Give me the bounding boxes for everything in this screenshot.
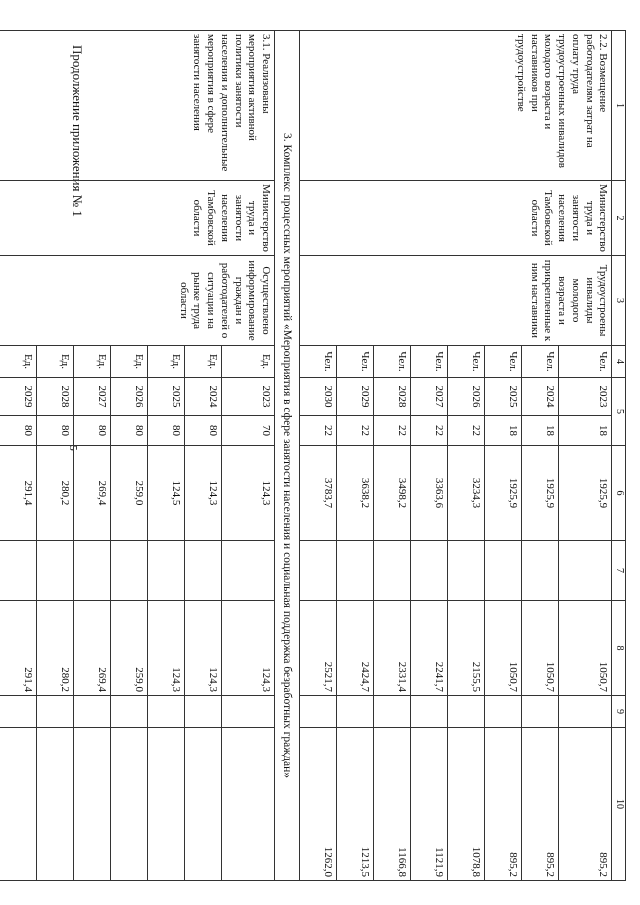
total-cell: 124,3 bbox=[222, 446, 275, 541]
quantity-cell: 18 bbox=[559, 416, 612, 446]
year-cell: 2026 bbox=[448, 378, 485, 416]
federal-cell: 2424,7 bbox=[337, 601, 374, 696]
col-header: 8 bbox=[612, 601, 626, 696]
federal-cell: 269,4 bbox=[74, 601, 111, 696]
quantity-cell: 80 bbox=[148, 416, 185, 446]
federal-cell: 124,3 bbox=[148, 601, 185, 696]
federal-cell: 124,3 bbox=[185, 601, 222, 696]
total-cell: 3234,3 bbox=[448, 446, 485, 541]
federal-cell: 291,4 bbox=[0, 601, 37, 696]
col9-cell bbox=[485, 696, 522, 728]
col-header: 10 bbox=[612, 728, 626, 881]
regional-cell: 1262,0 bbox=[300, 728, 337, 881]
year-cell: 2029 bbox=[0, 378, 37, 416]
col9-cell bbox=[111, 696, 148, 728]
unit-cell: Ед. bbox=[185, 346, 222, 378]
total-cell: 3783,7 bbox=[300, 446, 337, 541]
executor-cell: Министерство труда и занятости населения Тамбовской области bbox=[300, 181, 612, 256]
col9-cell bbox=[148, 696, 185, 728]
quantity-cell: 80 bbox=[111, 416, 148, 446]
year-cell: 2024 bbox=[522, 378, 559, 416]
regional-cell bbox=[74, 728, 111, 881]
col9-cell bbox=[300, 696, 337, 728]
regional-cell bbox=[0, 728, 37, 881]
total-cell: 291,4 bbox=[0, 446, 37, 541]
unit-cell: Чел. bbox=[448, 346, 485, 378]
year-cell: 2027 bbox=[74, 378, 111, 416]
regional-cell: 1166,8 bbox=[374, 728, 411, 881]
col9-cell bbox=[37, 696, 74, 728]
section-title: 3. Комплекс процессных мероприятий «Мероприятия в сфере занятости населения и социальная поддержка безработных граждан» bbox=[275, 31, 300, 881]
program-table bbox=[0, 30, 626, 881]
unit-cell: Ед. bbox=[0, 346, 37, 378]
total-cell: 3638,2 bbox=[337, 446, 374, 541]
col7-cell bbox=[111, 541, 148, 601]
total-cell: 1925,9 bbox=[559, 446, 612, 541]
col9-cell bbox=[185, 696, 222, 728]
unit-cell: Чел. bbox=[485, 346, 522, 378]
year-cell: 2025 bbox=[148, 378, 185, 416]
total-cell: 1925,9 bbox=[485, 446, 522, 541]
col7-cell bbox=[522, 541, 559, 601]
header-row bbox=[612, 31, 626, 881]
regional-cell bbox=[148, 728, 185, 881]
year-cell: 2023 bbox=[222, 378, 275, 416]
col-header: 9 bbox=[612, 696, 626, 728]
total-cell: 124,3 bbox=[185, 446, 222, 541]
regional-cell bbox=[37, 728, 74, 881]
col9-cell bbox=[0, 696, 37, 728]
quantity-cell: 22 bbox=[411, 416, 448, 446]
col7-cell bbox=[74, 541, 111, 601]
quantity-cell: 22 bbox=[337, 416, 374, 446]
year-cell: 2026 bbox=[111, 378, 148, 416]
unit-cell: Ед. bbox=[74, 346, 111, 378]
regional-cell: 895,2 bbox=[485, 728, 522, 881]
total-cell: 3363,6 bbox=[411, 446, 448, 541]
col7-cell bbox=[0, 541, 37, 601]
total-cell: 269,4 bbox=[74, 446, 111, 541]
col7-cell bbox=[148, 541, 185, 601]
col9-cell bbox=[411, 696, 448, 728]
unit-cell: Чел. bbox=[522, 346, 559, 378]
total-cell: 259,0 bbox=[111, 446, 148, 541]
quantity-cell: 18 bbox=[485, 416, 522, 446]
federal-cell: 259,0 bbox=[111, 601, 148, 696]
year-cell: 2027 bbox=[411, 378, 448, 416]
col7-cell bbox=[185, 541, 222, 601]
indicator-cell: Трудоустроены инвалиды молодого возраста и прикрепленные к ним наставники bbox=[300, 256, 612, 346]
col9-cell bbox=[222, 696, 275, 728]
year-cell: 2029 bbox=[337, 378, 374, 416]
table-row bbox=[559, 31, 612, 881]
appendix-title: Продолжение приложения № 1 bbox=[70, 45, 85, 217]
measure-cell: 2.2. Возмещение работодателям затрат на оплату труда трудоустроенных инвалидов молодого возраста и наставников при трудоустройстве bbox=[300, 31, 612, 181]
col-header: 2 bbox=[612, 181, 626, 256]
unit-cell: Ед. bbox=[222, 346, 275, 378]
federal-cell: 2521,7 bbox=[300, 601, 337, 696]
regional-cell: 895,2 bbox=[522, 728, 559, 881]
block1-body bbox=[300, 31, 612, 881]
block2-body bbox=[0, 31, 275, 881]
table-row bbox=[222, 31, 275, 881]
col9-cell bbox=[522, 696, 559, 728]
regional-cell: 1213,5 bbox=[337, 728, 374, 881]
quantity-cell: 80 bbox=[185, 416, 222, 446]
federal-cell: 280,2 bbox=[37, 601, 74, 696]
total-cell: 1925,9 bbox=[522, 446, 559, 541]
year-cell: 2023 bbox=[559, 378, 612, 416]
col7-cell bbox=[300, 541, 337, 601]
col-header: 7 bbox=[612, 541, 626, 601]
col-header: 6 bbox=[612, 446, 626, 541]
regional-cell bbox=[185, 728, 222, 881]
year-cell: 2030 bbox=[300, 378, 337, 416]
col-header: 5 bbox=[612, 378, 626, 446]
col7-cell bbox=[222, 541, 275, 601]
col7-cell bbox=[337, 541, 374, 601]
year-cell: 2028 bbox=[37, 378, 74, 416]
regional-cell: 895,2 bbox=[559, 728, 612, 881]
col9-cell bbox=[374, 696, 411, 728]
unit-cell: Чел. bbox=[300, 346, 337, 378]
total-cell: 124,5 bbox=[148, 446, 185, 541]
quantity-cell: 22 bbox=[374, 416, 411, 446]
total-cell: 3498,2 bbox=[374, 446, 411, 541]
total-cell: 280,2 bbox=[37, 446, 74, 541]
quantity-cell: 22 bbox=[300, 416, 337, 446]
regional-cell bbox=[111, 728, 148, 881]
unit-cell: Чел. bbox=[411, 346, 448, 378]
col7-cell bbox=[374, 541, 411, 601]
col9-cell bbox=[559, 696, 612, 728]
indicator-cell: Осуществлено информирование граждан и работодателей о ситуации на рынке труда области bbox=[0, 256, 275, 346]
section-row bbox=[275, 31, 300, 881]
col7-cell bbox=[37, 541, 74, 601]
federal-cell: 124,3 bbox=[222, 601, 275, 696]
unit-cell: Чел. bbox=[559, 346, 612, 378]
unit-cell: Чел. bbox=[374, 346, 411, 378]
quantity-cell: 80 bbox=[0, 416, 37, 446]
regional-cell: 1121,9 bbox=[411, 728, 448, 881]
unit-cell: Ед. bbox=[148, 346, 185, 378]
col7-cell bbox=[559, 541, 612, 601]
regional-cell bbox=[222, 728, 275, 881]
col-header: 1 bbox=[612, 31, 626, 181]
col9-cell bbox=[448, 696, 485, 728]
measure-cell: 3.1. Реализованы мероприятия активной политики занятости населения и дополнительные мероприятия в сфере занятости населения bbox=[0, 31, 275, 181]
federal-cell: 2155,5 bbox=[448, 601, 485, 696]
col-header: 4 bbox=[612, 346, 626, 378]
federal-cell: 2331,4 bbox=[374, 601, 411, 696]
col7-cell bbox=[411, 541, 448, 601]
executor-cell: Министерство труда и занятости населения Тамбовской области bbox=[0, 181, 275, 256]
page-number: 5 bbox=[66, 445, 79, 451]
col9-cell bbox=[74, 696, 111, 728]
year-cell: 2025 bbox=[485, 378, 522, 416]
quantity-cell: 80 bbox=[37, 416, 74, 446]
unit-cell: Ед. bbox=[111, 346, 148, 378]
quantity-cell: 18 bbox=[522, 416, 559, 446]
regional-cell: 1078,8 bbox=[448, 728, 485, 881]
federal-cell: 1050,7 bbox=[559, 601, 612, 696]
col7-cell bbox=[485, 541, 522, 601]
col7-cell bbox=[448, 541, 485, 601]
federal-cell: 1050,7 bbox=[522, 601, 559, 696]
quantity-cell: 22 bbox=[448, 416, 485, 446]
federal-cell: 1050,7 bbox=[485, 601, 522, 696]
unit-cell: Чел. bbox=[337, 346, 374, 378]
year-cell: 2028 bbox=[374, 378, 411, 416]
quantity-cell: 70 bbox=[222, 416, 275, 446]
unit-cell: Ед. bbox=[37, 346, 74, 378]
year-cell: 2024 bbox=[185, 378, 222, 416]
col-header: 3 bbox=[612, 256, 626, 346]
federal-cell: 2241,7 bbox=[411, 601, 448, 696]
quantity-cell: 80 bbox=[74, 416, 111, 446]
col9-cell bbox=[337, 696, 374, 728]
